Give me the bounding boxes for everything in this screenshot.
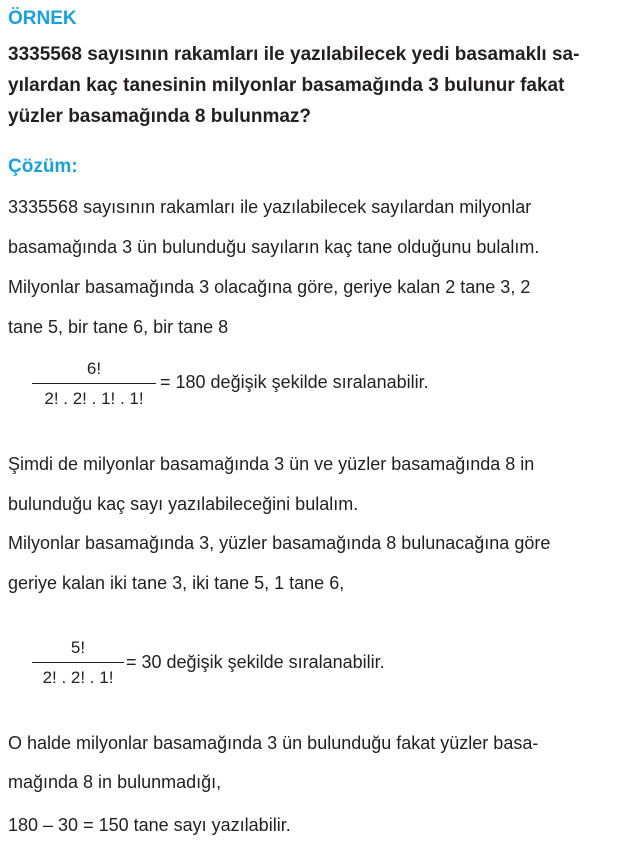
- solution-para3-line-1: O halde milyonlar basamağında 3 ün bulunduğu fakat yüzler basa-: [8, 733, 539, 753]
- question-line-2: yılardan kaç tanesinin milyonlar basamağında 3 bulunur fakat: [8, 75, 565, 96]
- fraction-6-factorial: [32, 359, 156, 409]
- fraction-denominator: 2! . 2! . 1! . 1!: [44, 389, 144, 408]
- solution-para2-line-2: bulunduğu kaç sayı yazılabileceğini bulalım.: [8, 494, 359, 514]
- fraction-bar: [32, 383, 156, 384]
- solution-para3-line-3: 180 – 30 = 150 tane sayı yazılabilir.: [8, 815, 291, 835]
- fraction-5-factorial: [32, 638, 124, 688]
- solution-para1-line-2: basamağında 3 ün bulunduğu sayıların kaç tane olduğunu bulalım.: [8, 237, 540, 257]
- solution-para2-line-3: Milyonlar basamağında 3, yüzler basamağında 8 bulunacağına göre: [8, 533, 551, 553]
- fraction-numerator: 6!: [86, 359, 102, 378]
- solution-para2-line-1: Şimdi de milyonlar basamağında 3 ün ve yüzler basamağında 8 in: [8, 454, 535, 474]
- example-label: ÖRNEK: [8, 8, 77, 29]
- fraction2-result: = 30 değişik şekilde sıralanabilir.: [126, 652, 385, 672]
- fraction-denominator: 2! . 2! . 1!: [42, 668, 114, 687]
- solution-para1-line-3: Milyonlar basamağında 3 olacağına göre, geriye kalan 2 tane 3, 2: [8, 277, 531, 297]
- question-line-1: 3335568 sayısının rakamları ile yazılabilecek yedi basamaklı sa-: [8, 44, 580, 65]
- question-line-3: yüzler basamağında 8 bulunmaz?: [8, 106, 312, 127]
- solution-para3-line-2: mağında 8 in bulunmadığı,: [8, 772, 222, 792]
- solution-para1-line-4: tane 5, bir tane 6, bir tane 8: [8, 317, 229, 337]
- fraction-bar: [32, 662, 124, 663]
- fraction1-result: = 180 değişik şekilde sıralanabilir.: [160, 372, 429, 392]
- fraction-numerator: 5!: [70, 638, 86, 657]
- solution-label: Çözüm:: [8, 156, 78, 177]
- solution-para2-line-4: geriye kalan iki tane 3, iki tane 5, 1 tane 6,: [8, 573, 345, 593]
- solution-para1-line-1: 3335568 sayısının rakamları ile yazılabilecek sayılardan milyonlar: [8, 197, 532, 217]
